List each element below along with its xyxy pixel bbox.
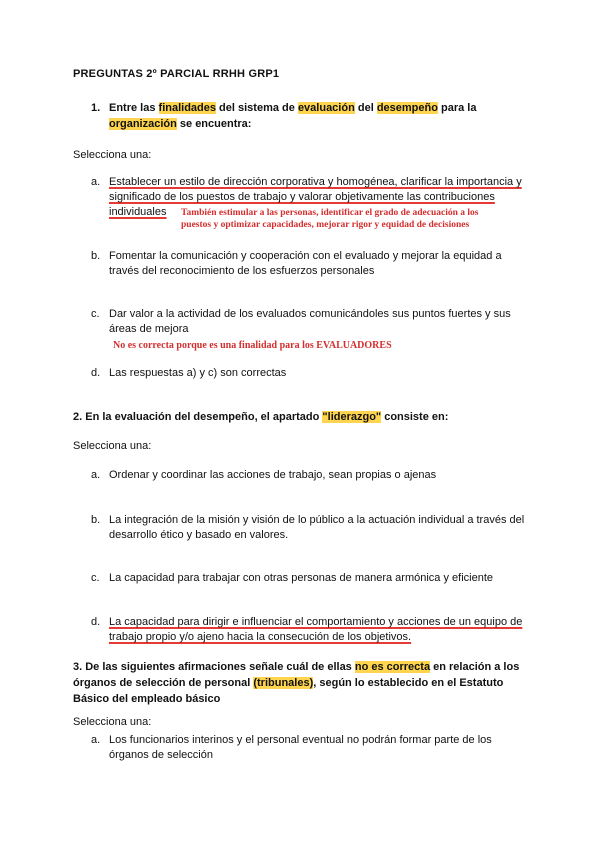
q1-option-b[interactable] <box>109 249 502 279</box>
q2-option-c-letter: c. <box>91 572 100 584</box>
q1-number: 1. <box>91 102 101 114</box>
q1-option-a-line-3: individuales <box>109 206 167 218</box>
q2-option-b-line-2: desarrollo ético y basado en valores. <box>109 529 289 541</box>
q1-note-a <box>181 207 479 231</box>
q2-option-b-letter: b. <box>91 514 101 526</box>
q1-highlight-finalidades: finalidades <box>158 102 216 114</box>
q1-text-5: se encuentra: <box>176 118 252 130</box>
q1-option-c-letter: c. <box>91 308 100 320</box>
q3-text-3: órganos de selección de personal <box>73 677 254 689</box>
q2-text-1: 2. En la evaluación del desempeño, el apartado <box>73 411 323 423</box>
q1-option-b-line-2: través del reconocimiento de los esfuerzos personales <box>109 265 375 277</box>
q2-option-c-line-1: La capacidad para trabajar con otras personas de manera armónica y eficiente <box>109 572 494 584</box>
q3-question <box>73 659 519 707</box>
q1-option-d-line-1: Las respuestas a) y c) son correctas <box>109 367 287 379</box>
q1-question <box>109 100 476 132</box>
q1-highlight-desempeno: desempeño <box>376 102 438 114</box>
q3-text-4: , según lo establecido en el Estatuto <box>313 677 504 689</box>
q2-question <box>73 409 448 425</box>
q2-option-d-line-2: trabajo propio y/o ajeno hacia la consecución de los objetivos. <box>109 631 412 643</box>
q3-text-1: 3. De las siguientes afirmaciones señale cuál de ellas <box>73 661 355 673</box>
q1-text-1: Entre las <box>109 102 159 114</box>
q1-note-a-line-1: También estimular a las personas, identificar el grado de adecuación a los <box>181 208 479 218</box>
q1-option-c[interactable] <box>109 307 511 337</box>
q1-text-4: para la <box>437 102 477 114</box>
q3-option-a[interactable] <box>109 733 492 763</box>
q1-highlight-evaluacion: evaluación <box>297 102 355 114</box>
q2-option-b-line-1: La integración de la misión y visión de lo público a la actuación individual a través del <box>109 514 525 526</box>
q2-option-d-letter: d. <box>91 616 101 628</box>
q1-select-prompt: Selecciona una: <box>73 149 152 161</box>
q2-option-a-letter: a. <box>91 469 101 481</box>
q1-option-c-line-1: Dar valor a la actividad de los evaluados comunicándoles sus puntos fuertes y sus <box>109 308 511 320</box>
q2-option-d-line-1: La capacidad para dirigir e influenciar el comportamiento y acciones de un equipo de <box>109 616 523 628</box>
document-title: PREGUNTAS 2º PARCIAL RRHH GRP1 <box>73 68 280 80</box>
q1-text-2: del sistema de <box>216 102 298 114</box>
q1-option-b-line-1: Fomentar la comunicación y cooperación con el evaluado y mejorar la equidad a <box>109 250 502 262</box>
q2-option-b[interactable] <box>109 513 524 543</box>
q3-text-2: en relación a los <box>430 661 520 673</box>
q1-highlight-organizacion: organización <box>109 118 177 130</box>
q2-select-prompt: Selecciona una: <box>73 440 152 452</box>
q1-option-a-line-2: significado de los puestos de trabajo y valorar objetivamente las contribuciones <box>109 191 495 203</box>
q3-highlight-tribunales: (tribunales) <box>253 677 314 689</box>
q2-text-2: consiste en: <box>381 411 449 423</box>
q1-option-a-letter: a. <box>91 176 101 188</box>
q3-option-a-line-2: órganos de selección <box>109 749 213 761</box>
q1-option-b-letter: b. <box>91 250 101 262</box>
q2-option-c[interactable] <box>109 571 493 586</box>
q1-option-c-line-2: áreas de mejora <box>109 323 189 335</box>
q1-text-3: del <box>354 102 377 114</box>
q3-option-a-letter: a. <box>91 734 101 746</box>
q1-note-a-line-2: puestos y optimizar capacidades, mejorar rigor y equidad de decisiones <box>181 220 470 230</box>
q2-option-d[interactable] <box>109 615 522 645</box>
q1-option-d-letter: d. <box>91 367 101 379</box>
q2-highlight-liderazgo: "liderazgo" <box>322 411 382 423</box>
q3-text-5: Básico del empleado básico <box>73 693 221 705</box>
q2-option-a[interactable] <box>109 468 436 483</box>
q2-option-a-line-1: Ordenar y coordinar las acciones de trabajo, sean propias o ajenas <box>109 469 437 481</box>
q3-select-prompt: Selecciona una: <box>73 716 152 728</box>
q1-option-d[interactable] <box>109 366 286 381</box>
q1-option-a-line-1: Establecer un estilo de dirección corporativa y homogénea, clarificar la importancia y <box>109 176 522 188</box>
q3-highlight-no-es-correcta: no es correcta <box>354 661 431 673</box>
q3-option-a-line-1: Los funcionarios interinos y el personal eventual no podrán formar parte de los <box>109 734 492 746</box>
q1-note-c: No es correcta porque es una finalidad para los EVALUADORES <box>113 340 392 351</box>
